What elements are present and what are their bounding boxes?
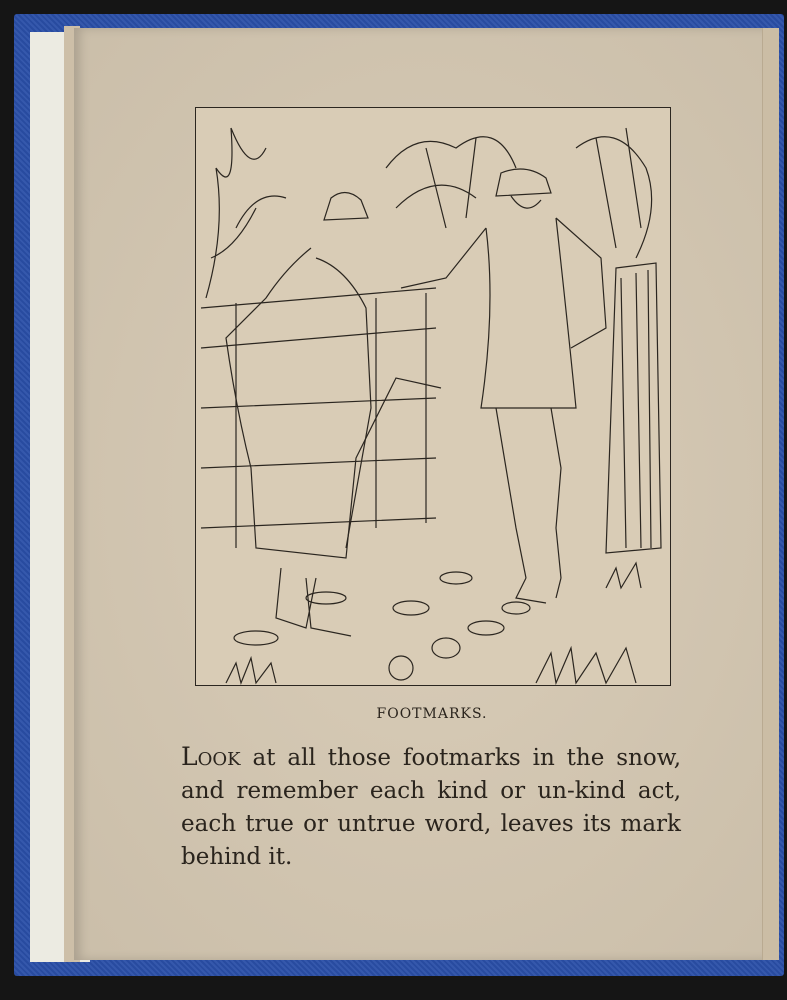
engraving-illustration [195,107,671,686]
page-right-edge [762,28,779,960]
illustration-caption: FOOTMARKS. [376,706,488,722]
lead-word: Look [181,742,241,771]
book-page [74,28,779,960]
body-text: at all those footmarks in the snow, and remember each kind or un-kind act, each true or untrue word, leaves its mark behind it. [181,745,682,870]
body-paragraph [181,740,681,874]
engraving-drawing [196,108,670,685]
